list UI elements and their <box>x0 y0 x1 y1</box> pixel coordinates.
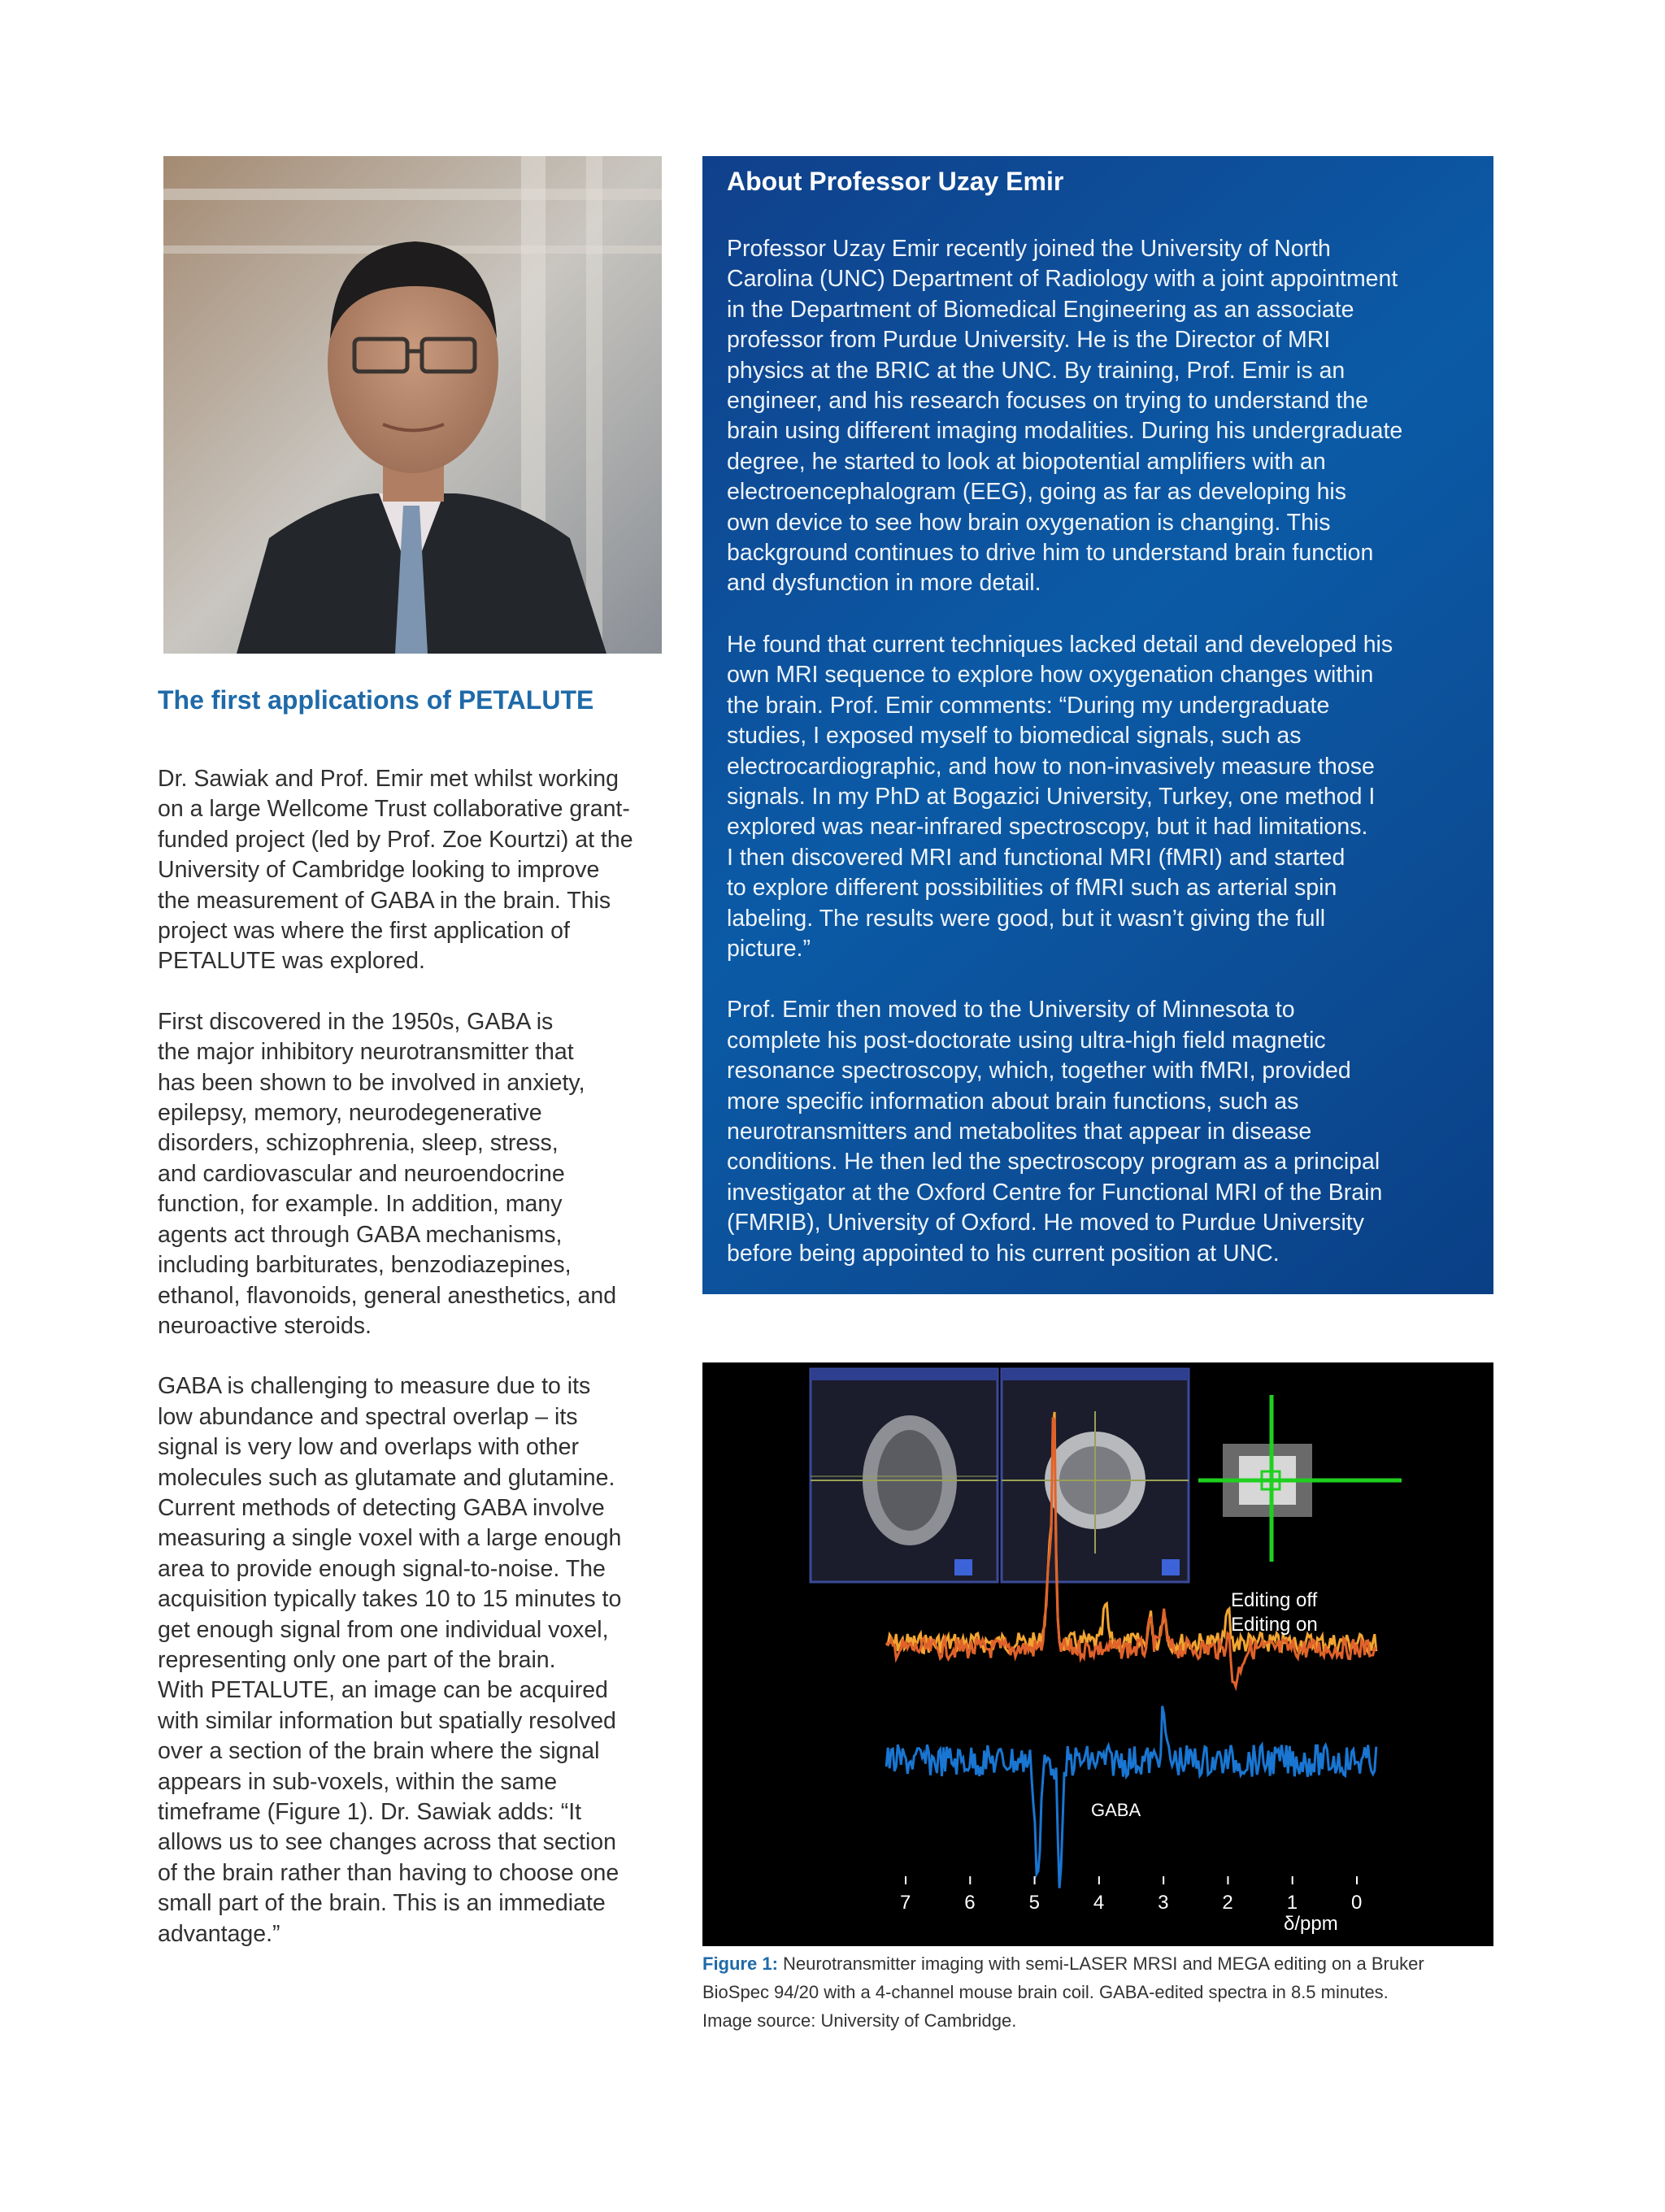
left-column <box>158 683 678 1980</box>
caption-label: Figure 1: <box>702 1953 778 1974</box>
legend-editing-off: Editing off <box>1231 1589 1318 1611</box>
mri-panel-coronal <box>1002 1369 1189 1582</box>
axis-label: δ/ppm <box>1284 1913 1338 1935</box>
left-paragraph-1: Dr. Sawiak and Prof. Emir met whilst working on a large Wellcome Trust collaborative grant- funded project (led by Prof. Zoe Kourtzi) at the University of Cambridge looking to improve the measurement of GABA in the brain. This project was where the first application of PETALUTE was explored. <box>158 766 633 975</box>
axis-tick-label: 7 <box>900 1892 911 1914</box>
axis-tick-label: 6 <box>964 1892 976 1914</box>
about-paragraph-2: He found that current techniques lacked detail and developed his own MRI sequence to explore how oxygenation changes within the brain. Prof. Emir comments: “During my undergraduate studies, I exposed myself to biomedical signals, such as electrocardiographic, and how to non-invasively measure those signals. In my PhD at Bogazici University, Turkey, one method I explored was near-infrared spectroscopy, but it had limitations. I then discovered MRI and functional MRI (fMRI) and started to explore different possibilities of fMRI such as arterial spin labeling. The results were good, but it wasn’t giving the full picture.” <box>727 631 1393 962</box>
about-paragraph-3: Prof. Emir then moved to the University of Minnesota to complete his post-doctorate using ultra-high field magnetic resonance spectroscopy, which, together with fMRI, provided more specific information about brain functions, such as neurotransmitters and metabolites that appear in disease conditions. He then led the spectroscopy program as a principal investigator at the Oxford Centre for Functional MRI of the Brain (FMRIB), University of Oxford. He moved to Purdue University before being appointed to his current position at UNC. <box>727 997 1383 1267</box>
figure-caption <box>702 1949 1493 2035</box>
spectrum-gaba-edited <box>886 1706 1376 1888</box>
axis-tick-label: 5 <box>1028 1892 1040 1914</box>
caption-text: Neurotransmitter imaging with semi-LASER MRSI and MEGA editing on a Bruker BioSpec 94/20 with a 4-channel mouse brain coil. GABA-edited spectra in 8.5 minutes. Image source: University of Cambridge. <box>702 1953 1424 2031</box>
axis-tick-label: 4 <box>1093 1892 1105 1914</box>
axis-tick-label: 2 <box>1222 1892 1233 1914</box>
left-paragraph-3: GABA is challenging to measure due to its low abundance and spectral overlap – its signal is very low and overlaps with other molecules such as glutamate and glutamine. Current methods of detecting GABA involve measuring a single voxel with a large enough area to provide enough signal-to-noise. The acquisition typically takes 10 to 15 minutes to get enough signal from one individual voxel, representing only one part of the brain. With PETALUTE, an image can be acquired with similar information but spatially resolved over a section of the brain where the signal appears in sub-voxels, within the same timeframe (Figure 1). Dr. Sawiak adds: “It allows us to see changes across that section of the brain rather than having to choose one small part of the brain. This is an immediate advantage.” <box>158 1373 622 1947</box>
axis-tick-label: 1 <box>1286 1892 1298 1914</box>
left-paragraph-2: First discovered in the 1950s, GABA is the major inhibitory neurotransmitter that has been shown to be involved in anxiety, epilepsy, memory, neurodegenerative disorders, schizophrenia, sleep, stress, and cardiovascular and neuroendocrine function, for example. In addition, many agents act through GABA mechanisms, including barbiturates, benzodiazepines, ethanol, flavonoids, general anesthetics, and neuroactive steroids. <box>158 1008 617 1339</box>
ppm-axis <box>900 1876 1362 1914</box>
about-heading: About Professor Uzay Emir <box>727 167 1064 196</box>
axis-tick-label: 3 <box>1158 1892 1169 1914</box>
voxel-map <box>1198 1395 1402 1562</box>
figure-image <box>702 1362 1493 1946</box>
legend-editing-on: Editing on <box>1231 1614 1318 1636</box>
mri-panel-sagittal <box>811 1369 998 1582</box>
about-box <box>702 156 1493 1294</box>
portrait-photo <box>163 156 662 654</box>
about-paragraph-1: Professor Uzay Emir recently joined the University of North Carolina (UNC) Department of Radiology with a joint appointment in the Department of Biomedical Engineering as an associate professor from Purdue University. He is the Director of MRI physics at the BRIC at the UNC. By training, Prof. Emir is an engineer, and his research focuses on trying to understand the brain using different imaging modalities. During his undergraduate degree, he started to look at biopotential amplifiers with an electroencephalogram (EEG), going as far as developing his own device to see how brain oxygenation is changing. This background continues to drive him to understand brain function and dysfunction in more detail. <box>727 236 1403 597</box>
gaba-peak-label: GABA <box>1091 1800 1141 1820</box>
axis-tick-label: 0 <box>1351 1892 1363 1914</box>
section-heading: The first applications of PETALUTE <box>158 685 594 715</box>
